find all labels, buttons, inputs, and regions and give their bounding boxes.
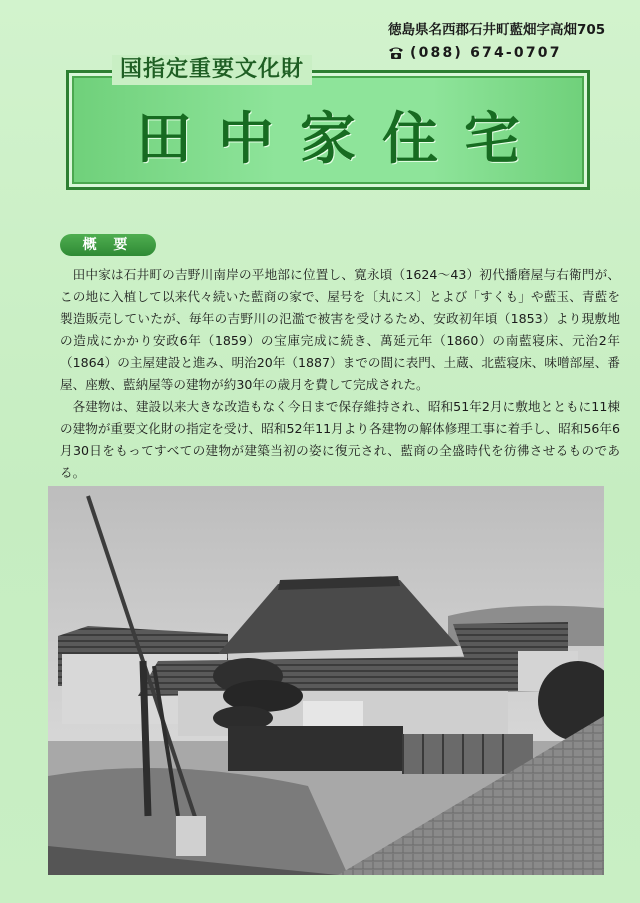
phone-number: (088) 674-0707: [410, 45, 562, 61]
page-title: 田中家住宅: [136, 107, 546, 172]
phone-row: [388, 42, 633, 64]
contact-info: [388, 20, 633, 64]
overview-text: [60, 264, 620, 484]
subtitle: 国指定重要文化財: [112, 55, 312, 85]
faded-background-text: [66, 24, 366, 40]
address-text: 徳島県名西郡石井町藍畑字高畑705: [388, 22, 606, 38]
house-photo: [48, 486, 604, 875]
house-illustration: [48, 486, 604, 875]
phone-icon: [388, 46, 404, 60]
section-heading: 概 要: [60, 234, 156, 256]
paragraph: 各建物は、建設以来大きな改造もなく今日まで保存維持され、昭和51年2月に敷地とともに11棟の建物が重要文化財の指定を受け、昭和52年11月より各建物の解体修理工事に着手し、昭和56年6月30日をもってすべての建物が建築当初の姿に復元され、藍商の全盛時代を彷彿させるものである。: [60, 399, 620, 480]
paragraph: 田中家は石井町の吉野川南岸の平地部に位置し、寛永頃（1624〜43）初代播磨屋与右衛門が、この地に入植して以来代々続いた藍商の家で、屋号を〔丸にス〕とよび「すくも」や藍玉、青藍を製造販売していたが、毎年の吉野川の氾濫で被害を受けるため、安政初年頃（1853）より現敷地の造成にかかり安政6年（1859）の宝庫完成に続き、萬延元年（1860）の南藍寝床、元治2年（1864）の主屋建設と進み、明治20年（1887）までの間に表門、土蔵、北藍寝床、味噌部屋、番屋、座敷、藍納屋等の建物が約30年の歳月を費して完成された。: [60, 267, 620, 392]
